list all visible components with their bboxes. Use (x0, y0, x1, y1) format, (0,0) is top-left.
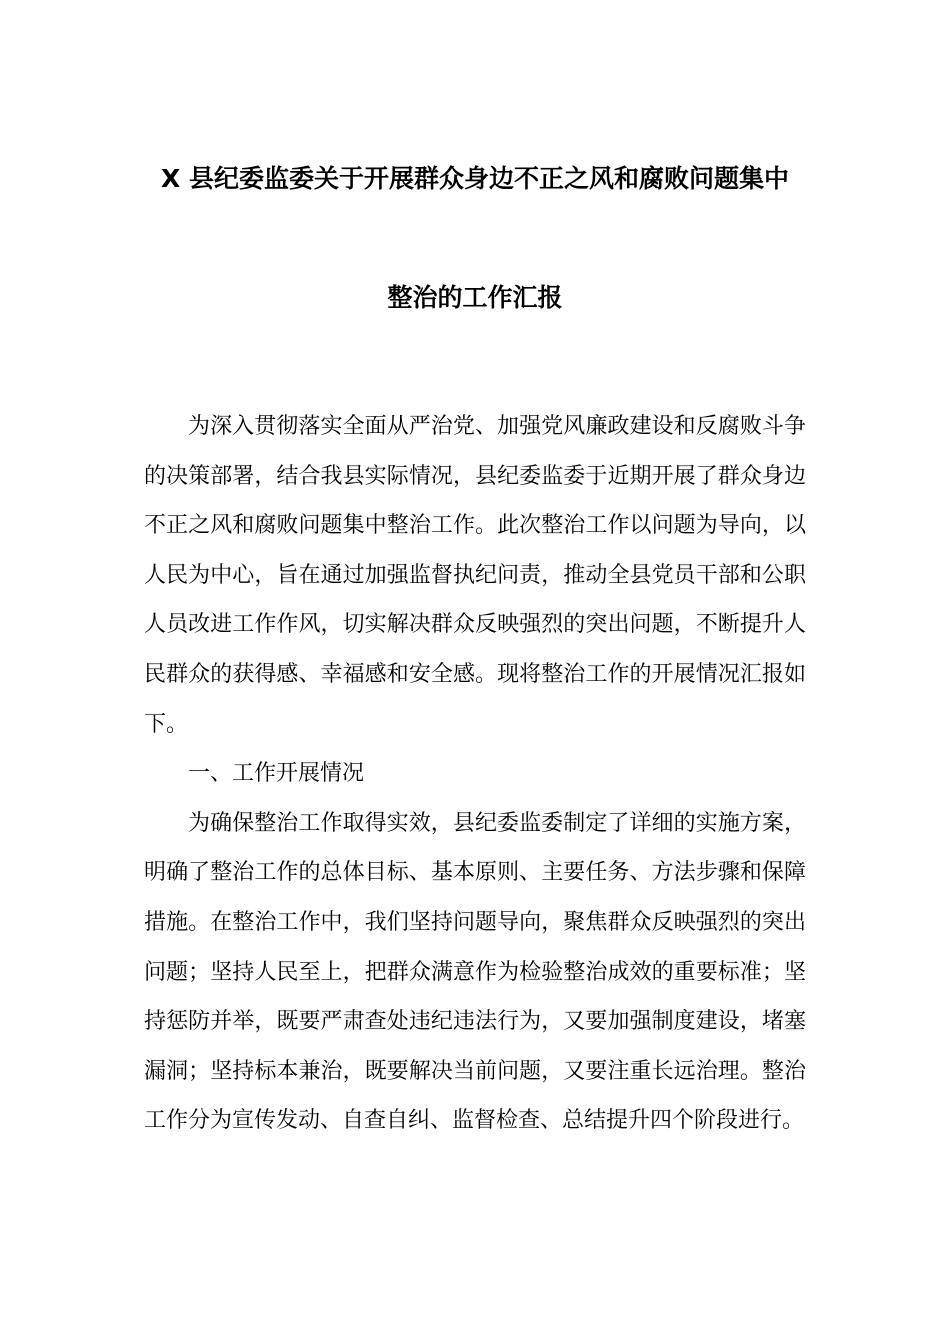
paragraph-section-1: 为确保整治工作取得实效，县纪委监委制定了详细的实施方案，明确了整治工作的总体目标、基本原则、主要任务、方法步骤和保障措施。在整治工作中，我们坚持问题导向，聚焦群众反映强烈的突出问题；坚持人民至上，把群众满意作为检验整治成效的重要标准；坚持惩防并举，既要严肃查处违纪违法行为，又要加强制度建设，堵塞漏洞；坚持标本兼治，既要解决当前问题，又要注重长远治理。整治工作分为宣传发动、自查自纠、监督检查、总结提升四个阶段进行。 (144, 810, 806, 1134)
paragraph-intro: 为深入贯彻落实全面从严治党、加强党风廉政建设和反腐败斗争的决策部署，结合我县实际情况，县纪委监委于近期开展了群众身边不正之风和腐败问题集中整治工作。此次整治工作以问题为导向，以人民为中心，旨在通过加强监督执纪问责，推动全县党员干部和公职人员改进工作作风，切实解决群众反映强烈的突出问题，不断提升人民群众的获得感、幸福感和安全感。现将整治工作的开展情况汇报如下。 (144, 414, 806, 737)
section-heading-1: 一、工作开展情况 (188, 761, 365, 787)
document-body (144, 402, 806, 1146)
document-title-line-1: X 县纪委监委关于开展群众身边不正之风和腐败问题集中 (161, 164, 789, 193)
document-title-line-2: 整治的工作汇报 (387, 283, 563, 312)
